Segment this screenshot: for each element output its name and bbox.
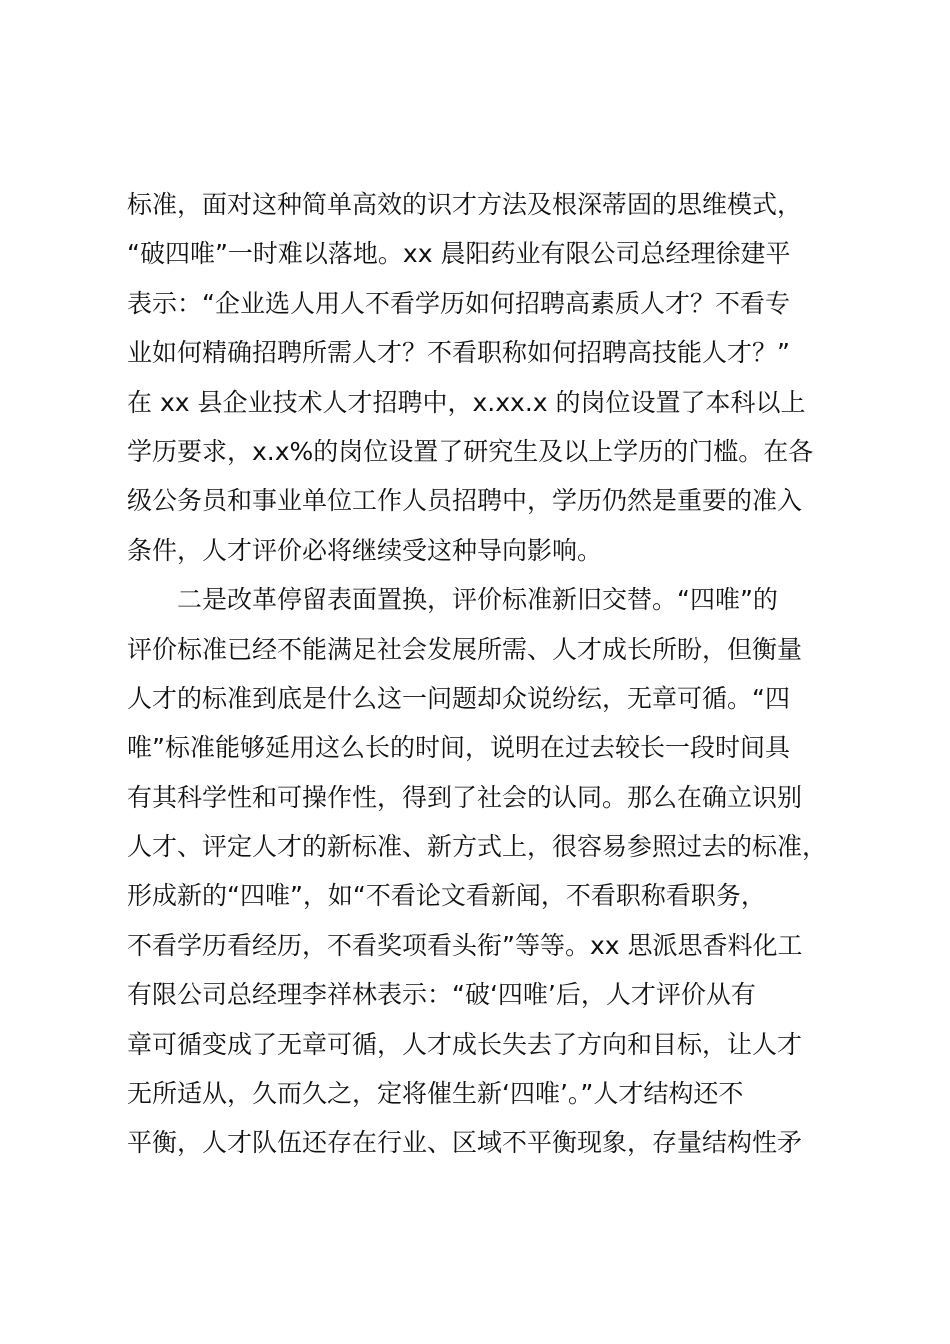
text-line: 有其科学性和可操作性，得到了社会的认同。那么在确立识别 bbox=[127, 782, 803, 812]
text-line: 不看学历看经历，不看奖项看头衔”等等。xx 思派思香料化工 bbox=[127, 930, 803, 960]
text-line: 有限公司总经理李祥林表示：“破‘四唯’后，人才评价从有 bbox=[127, 980, 756, 1010]
text-line: 唯”标准能够延用这么长的时间，说明在过去较长一段时间具 bbox=[127, 733, 790, 763]
text-line: 级公务员和事业单位工作人员招聘中，学历仍然是重要的准入 bbox=[127, 486, 803, 516]
text-line: “破四唯”一时难以落地。xx 晨阳药业有限公司总经理徐建平 bbox=[127, 239, 791, 269]
text-line: 在 xx 县企业技术人才招聘中，x.xx.x 的岗位设置了本科以上 bbox=[127, 387, 806, 417]
text-line: 表示：“企业选人用人不看学历如何招聘高素质人才？不看专 bbox=[127, 288, 790, 318]
text-line: 标准，面对这种简单高效的识才方法及根深蒂固的思维模式， bbox=[127, 190, 803, 219]
text-line: 章可循变成了无章可循，人才成长失去了方向和目标，让人才 bbox=[127, 1029, 803, 1059]
text-line: 业如何精确招聘所需人才？不看职称如何招聘高技能人才？” bbox=[127, 338, 790, 368]
text-line: 人才、评定人才的新标准、新方式上，很容易参照过去的标准， bbox=[127, 832, 828, 862]
body-text bbox=[127, 180, 847, 1168]
text-line: 人才的标准到底是什么这一问题却众说纷纭，无章可循。“四 bbox=[127, 683, 790, 713]
text-line: 学历要求，x.x%的岗位设置了研究生及以上学历的门槛。在各 bbox=[127, 436, 814, 466]
text-line: 条件，人才评价必将继续受这种导向影响。 bbox=[127, 535, 603, 565]
text-line: 二是改革停留表面置换，评价标准新旧交替。“四唯”的 bbox=[127, 585, 778, 615]
text-line: 形成新的“四唯”，如“不看论文看新闻，不看职称看职务， bbox=[127, 881, 766, 911]
text-line: 评价标准已经不能满足社会发展所需、人才成长所盼，但衡量 bbox=[127, 634, 803, 664]
text-line: 无所适从，久而久之，定将催生新‘四唯’。”人才结构还不 bbox=[127, 1079, 744, 1109]
text-line: 平衡，人才队伍还存在行业、区域不平衡现象，存量结构性矛 bbox=[127, 1128, 803, 1158]
